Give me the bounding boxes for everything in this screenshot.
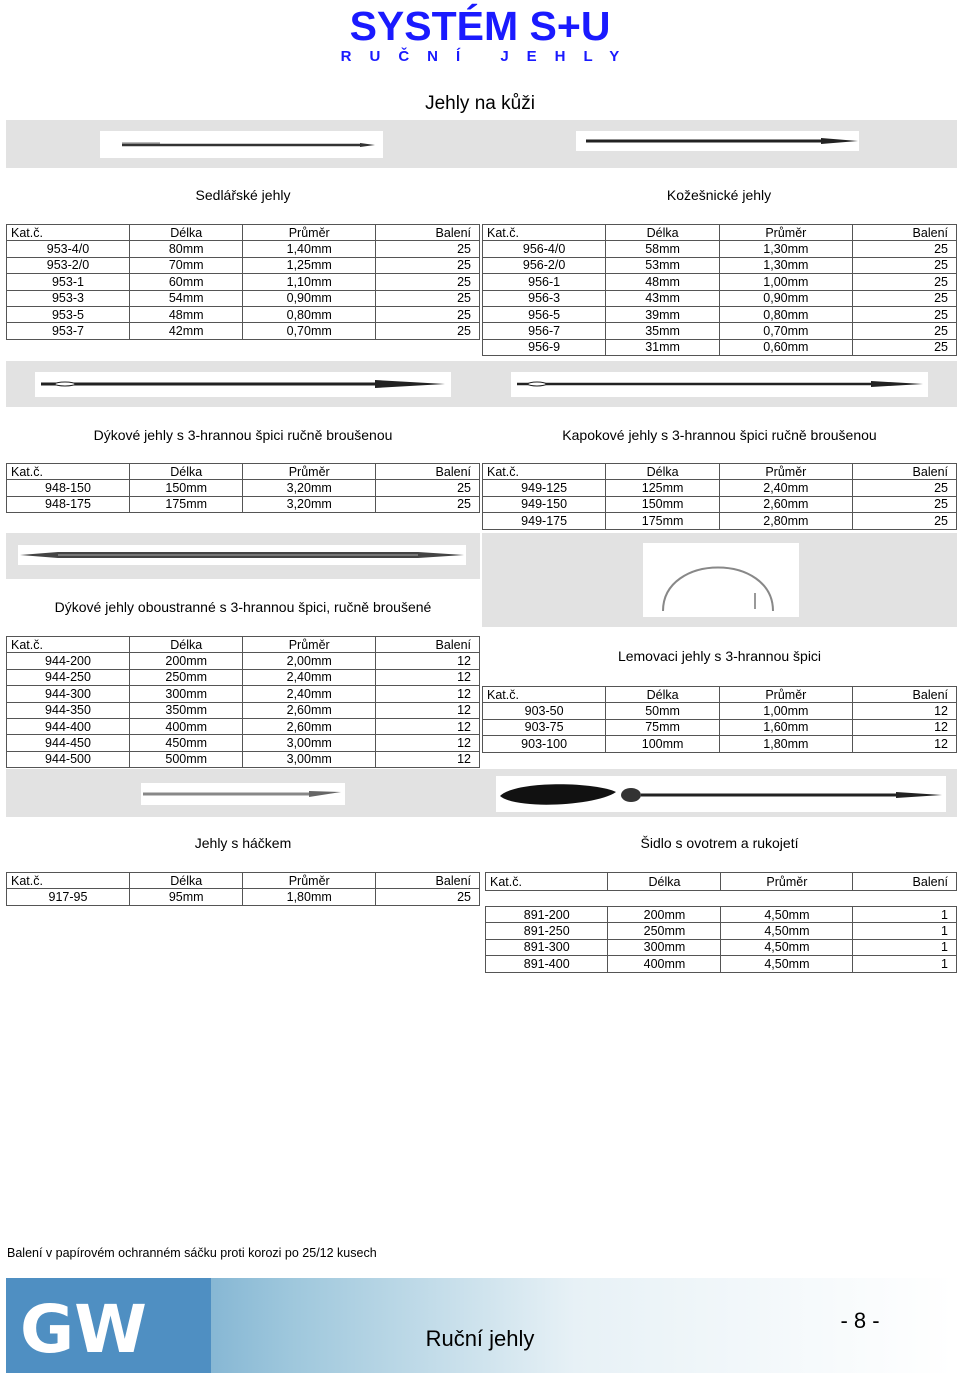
table-cell: 25 <box>375 323 479 339</box>
table-cell: 0,80mm <box>243 306 375 322</box>
footer-title: Ruční jehly <box>425 1326 535 1351</box>
column-header: Průměr <box>719 687 852 703</box>
table-cell: 25 <box>375 480 479 496</box>
column-header: Délka <box>129 464 243 480</box>
table-cell: 944-450 <box>7 735 130 751</box>
table-header-row <box>483 687 957 703</box>
table-cell: 75mm <box>606 719 720 735</box>
table-cell: 2,00mm <box>243 653 375 669</box>
table-cell: 1 <box>853 939 957 955</box>
table-cell: 2,60mm <box>243 702 375 718</box>
table-cell: 953-3 <box>7 290 130 306</box>
column-header: Průměr <box>719 225 852 241</box>
table-cell: 956-7 <box>483 323 606 339</box>
table-cell: 25 <box>852 241 956 257</box>
table-cell: 2,40mm <box>719 480 852 496</box>
caption-lemovaci: Lemovaci jehly s 3-hrannou špici <box>617 648 822 664</box>
table-cell: 100mm <box>606 736 720 752</box>
column-header: Balení <box>375 225 479 241</box>
table-cell: 350mm <box>129 702 243 718</box>
table-cell: 891-250 <box>486 923 608 939</box>
table-cell: 25 <box>375 257 479 273</box>
kapok-needle-image <box>511 372 928 397</box>
table-cell: 48mm <box>606 274 720 290</box>
caption-sedlarske: Sedlářské jehly <box>195 187 291 203</box>
curved-needle-image <box>643 543 799 617</box>
saddler-needle-image <box>100 131 383 158</box>
table-cell: 12 <box>375 686 479 702</box>
table-cell: 53mm <box>606 257 720 273</box>
svg-text:GW: GW <box>20 1291 147 1368</box>
table-sidlo <box>485 872 957 973</box>
table-row <box>483 241 957 257</box>
table-cell: 25 <box>852 323 956 339</box>
table-cell: 400mm <box>129 718 243 734</box>
column-header: Průměr <box>243 637 375 653</box>
table-cell: 175mm <box>129 496 243 512</box>
table-cell: 2,40mm <box>243 669 375 685</box>
table-cell: 12 <box>375 735 479 751</box>
column-header: Délka <box>606 464 720 480</box>
table-cell: 0,80mm <box>719 306 852 322</box>
table-cell: 12 <box>375 669 479 685</box>
column-header: Balení <box>375 464 479 480</box>
table-row <box>7 889 480 905</box>
brand-subtitle: RUČNÍ JEHLY <box>340 48 638 65</box>
table-cell: 949-175 <box>483 513 606 529</box>
table-row <box>483 719 957 735</box>
table-cell: 25 <box>852 496 956 512</box>
table-row <box>483 323 957 339</box>
table-row <box>486 939 957 955</box>
table-row <box>483 513 957 529</box>
table-row <box>7 669 480 685</box>
table-cell: 39mm <box>606 306 720 322</box>
table-cell: 12 <box>375 702 479 718</box>
table-cell: 949-125 <box>483 480 606 496</box>
column-header: Kat.č. <box>483 225 606 241</box>
dagger-needle-image <box>35 372 451 397</box>
table-row <box>7 686 480 702</box>
caption-sidlo: Šidlo s ovotrem a rukojetí <box>640 835 799 851</box>
table-cell: 500mm <box>129 751 243 767</box>
table-cell: 175mm <box>606 513 720 529</box>
table-cell: 944-250 <box>7 669 130 685</box>
table-cell: 1,10mm <box>243 274 375 290</box>
table-cell: 1 <box>853 907 957 923</box>
table-cell: 944-400 <box>7 718 130 734</box>
table-cell: 200mm <box>129 653 243 669</box>
table-cell: 12 <box>852 719 956 735</box>
table-row <box>483 306 957 322</box>
table-cell: 4,50mm <box>721 939 853 955</box>
table-cell: 25 <box>375 889 479 905</box>
caption-kapokove: Kapokové jehly s 3-hrannou špici ručně broušenou <box>562 427 877 443</box>
table-header-row <box>7 637 480 653</box>
caption-dykove-oboustranne: Dýkové jehly oboustranné s 3-hrannou špici, ručně broušené <box>54 599 432 615</box>
table-cell: 956-9 <box>483 339 606 355</box>
table-cell: 12 <box>375 718 479 734</box>
table-cell: 953-5 <box>7 306 130 322</box>
table-cell: 953-2/0 <box>7 257 130 273</box>
table-cell: 1,00mm <box>719 703 852 719</box>
caption-dykove: Dýkové jehly s 3-hrannou špici ručně broušenou <box>93 427 393 443</box>
column-header: Balení <box>852 225 956 241</box>
spacer-row <box>486 891 957 907</box>
table-cell: 25 <box>852 339 956 355</box>
double-dagger-needle-image <box>18 545 466 565</box>
table-cell: 3,00mm <box>243 751 375 767</box>
table-cell: 0,70mm <box>243 323 375 339</box>
table-row <box>7 480 480 496</box>
table-cell: 944-350 <box>7 702 130 718</box>
table-cell: 944-200 <box>7 653 130 669</box>
table-cell: 35mm <box>606 323 720 339</box>
table-cell: 903-50 <box>483 703 606 719</box>
column-header: Délka <box>606 225 720 241</box>
table-header-row <box>7 464 480 480</box>
table-cell: 31mm <box>606 339 720 355</box>
table-cell: 42mm <box>129 323 243 339</box>
table-cell: 43mm <box>606 290 720 306</box>
table-cell: 2,60mm <box>243 718 375 734</box>
table-cell: 4,50mm <box>721 907 853 923</box>
table-cell: 25 <box>852 274 956 290</box>
table-cell: 25 <box>375 241 479 257</box>
column-header: Délka <box>608 873 721 891</box>
table-cell: 25 <box>375 274 479 290</box>
table-cell: 944-300 <box>7 686 130 702</box>
column-header: Délka <box>129 873 243 889</box>
table-cell: 903-100 <box>483 736 606 752</box>
table-cell: 12 <box>375 653 479 669</box>
table-cell: 150mm <box>129 480 243 496</box>
table-cell: 150mm <box>606 496 720 512</box>
table-cell: 0,70mm <box>719 323 852 339</box>
table-cell: 80mm <box>129 241 243 257</box>
column-header: Průměr <box>721 873 853 891</box>
brand-title: SYSTÉM S+U <box>349 3 611 49</box>
table-cell: 50mm <box>606 703 720 719</box>
column-header: Průměr <box>719 464 852 480</box>
table-cell: 2,60mm <box>719 496 852 512</box>
hook-needle-image <box>141 783 345 805</box>
column-header: Kat.č. <box>7 637 130 653</box>
page-title: Jehly na kůži <box>425 93 535 114</box>
table-dykove-oboustranne <box>6 636 480 768</box>
table-cell: 54mm <box>129 290 243 306</box>
table-cell: 1,30mm <box>719 241 852 257</box>
table-hacek <box>6 872 480 906</box>
page-number: - 8 - <box>840 1308 880 1333</box>
table-cell: 25 <box>375 290 479 306</box>
table-cell: 12 <box>375 751 479 767</box>
table-row <box>7 496 480 512</box>
column-header: Balení <box>853 873 957 891</box>
table-cell: 1,25mm <box>243 257 375 273</box>
table-cell: 0,90mm <box>719 290 852 306</box>
awl-image <box>496 776 946 812</box>
table-cell: 891-300 <box>486 939 608 955</box>
table-cell: 3,00mm <box>243 735 375 751</box>
table-header-row <box>486 873 957 891</box>
table-cell: 125mm <box>606 480 720 496</box>
table-cell: 944-500 <box>7 751 130 767</box>
column-header: Délka <box>129 225 243 241</box>
table-row <box>486 923 957 939</box>
table-cell: 12 <box>852 736 956 752</box>
column-header: Průměr <box>243 464 375 480</box>
table-cell: 300mm <box>608 939 721 955</box>
table-cell: 4,50mm <box>721 923 853 939</box>
column-header: Kat.č. <box>7 464 130 480</box>
table-cell: 953-4/0 <box>7 241 130 257</box>
table-cell: 12 <box>852 703 956 719</box>
table-cell: 1,80mm <box>243 889 375 905</box>
furrier-needle-image <box>576 131 859 151</box>
table-cell: 0,60mm <box>719 339 852 355</box>
table-cell: 891-400 <box>486 956 608 972</box>
table-lemovaci <box>482 686 957 753</box>
table-row <box>483 496 957 512</box>
table-cell: 48mm <box>129 306 243 322</box>
table-row <box>7 751 480 767</box>
table-row <box>7 306 480 322</box>
table-row <box>483 339 957 355</box>
table-cell: 70mm <box>129 257 243 273</box>
table-cell: 948-175 <box>7 496 130 512</box>
column-header: Kat.č. <box>7 873 130 889</box>
column-header: Balení <box>375 873 479 889</box>
table-dykove <box>6 463 480 513</box>
table-cell: 25 <box>375 306 479 322</box>
table-row <box>483 257 957 273</box>
table-cell: 2,80mm <box>719 513 852 529</box>
table-cell: 949-150 <box>483 496 606 512</box>
table-cell: 3,20mm <box>243 496 375 512</box>
table-row <box>483 274 957 290</box>
table-cell: 953-1 <box>7 274 130 290</box>
table-cell: 400mm <box>608 956 721 972</box>
table-cell: 95mm <box>129 889 243 905</box>
table-row <box>7 323 480 339</box>
table-cell: 25 <box>852 480 956 496</box>
table-cell: 300mm <box>129 686 243 702</box>
table-cell: 953-7 <box>7 323 130 339</box>
table-row <box>7 702 480 718</box>
table-cell: 450mm <box>129 735 243 751</box>
spacer-cell <box>486 891 957 907</box>
table-cell: 1,00mm <box>719 274 852 290</box>
table-row <box>486 956 957 972</box>
table-kapokove <box>482 463 957 530</box>
column-header: Balení <box>852 464 956 480</box>
table-cell: 25 <box>852 290 956 306</box>
table-row <box>483 480 957 496</box>
table-cell: 956-1 <box>483 274 606 290</box>
table-cell: 0,90mm <box>243 290 375 306</box>
table-header-row <box>483 225 957 241</box>
column-header: Kat.č. <box>486 873 608 891</box>
table-cell: 956-2/0 <box>483 257 606 273</box>
table-row <box>483 290 957 306</box>
table-cell: 250mm <box>129 669 243 685</box>
table-sedlarske <box>6 224 480 340</box>
table-cell: 3,20mm <box>243 480 375 496</box>
table-cell: 58mm <box>606 241 720 257</box>
column-header: Balení <box>852 687 956 703</box>
table-cell: 250mm <box>608 923 721 939</box>
table-cell: 1 <box>853 956 957 972</box>
table-row <box>7 735 480 751</box>
table-cell: 1,60mm <box>719 719 852 735</box>
column-header: Délka <box>606 687 720 703</box>
packaging-note: Balení v papírovém ochranném sáčku proti korozi po 25/12 kusech <box>7 1246 377 1260</box>
table-cell: 1,30mm <box>719 257 852 273</box>
table-cell: 2,40mm <box>243 686 375 702</box>
table-cell: 956-3 <box>483 290 606 306</box>
table-row <box>7 241 480 257</box>
table-row <box>7 257 480 273</box>
table-cell: 956-4/0 <box>483 241 606 257</box>
table-cell: 1,80mm <box>719 736 852 752</box>
table-cell: 25 <box>375 496 479 512</box>
table-cell: 1 <box>853 923 957 939</box>
table-cell: 60mm <box>129 274 243 290</box>
column-header: Průměr <box>243 873 375 889</box>
table-row <box>483 703 957 719</box>
table-cell: 917-95 <box>7 889 130 905</box>
table-cell: 25 <box>852 306 956 322</box>
table-cell: 956-5 <box>483 306 606 322</box>
table-cell: 25 <box>852 257 956 273</box>
table-header-row <box>7 225 480 241</box>
table-cell: 903-75 <box>483 719 606 735</box>
table-row <box>7 274 480 290</box>
column-header: Balení <box>375 637 479 653</box>
table-header-row <box>7 873 480 889</box>
table-cell: 948-150 <box>7 480 130 496</box>
column-header: Kat.č. <box>483 464 606 480</box>
table-kozesnicke <box>482 224 957 356</box>
table-cell: 200mm <box>608 907 721 923</box>
table-row <box>483 736 957 752</box>
table-row <box>7 290 480 306</box>
table-cell: 4,50mm <box>721 956 853 972</box>
caption-hacek: Jehly s háčkem <box>194 835 292 851</box>
table-cell: 1,40mm <box>243 241 375 257</box>
table-row <box>486 907 957 923</box>
column-header: Kat.č. <box>7 225 130 241</box>
table-row <box>7 653 480 669</box>
caption-kozesnicke: Kožešnické jehly <box>666 187 772 203</box>
column-header: Délka <box>129 637 243 653</box>
table-cell: 891-200 <box>486 907 608 923</box>
column-header: Průměr <box>243 225 375 241</box>
table-header-row <box>483 464 957 480</box>
table-cell: 25 <box>852 513 956 529</box>
column-header: Kat.č. <box>483 687 606 703</box>
table-row <box>7 718 480 734</box>
